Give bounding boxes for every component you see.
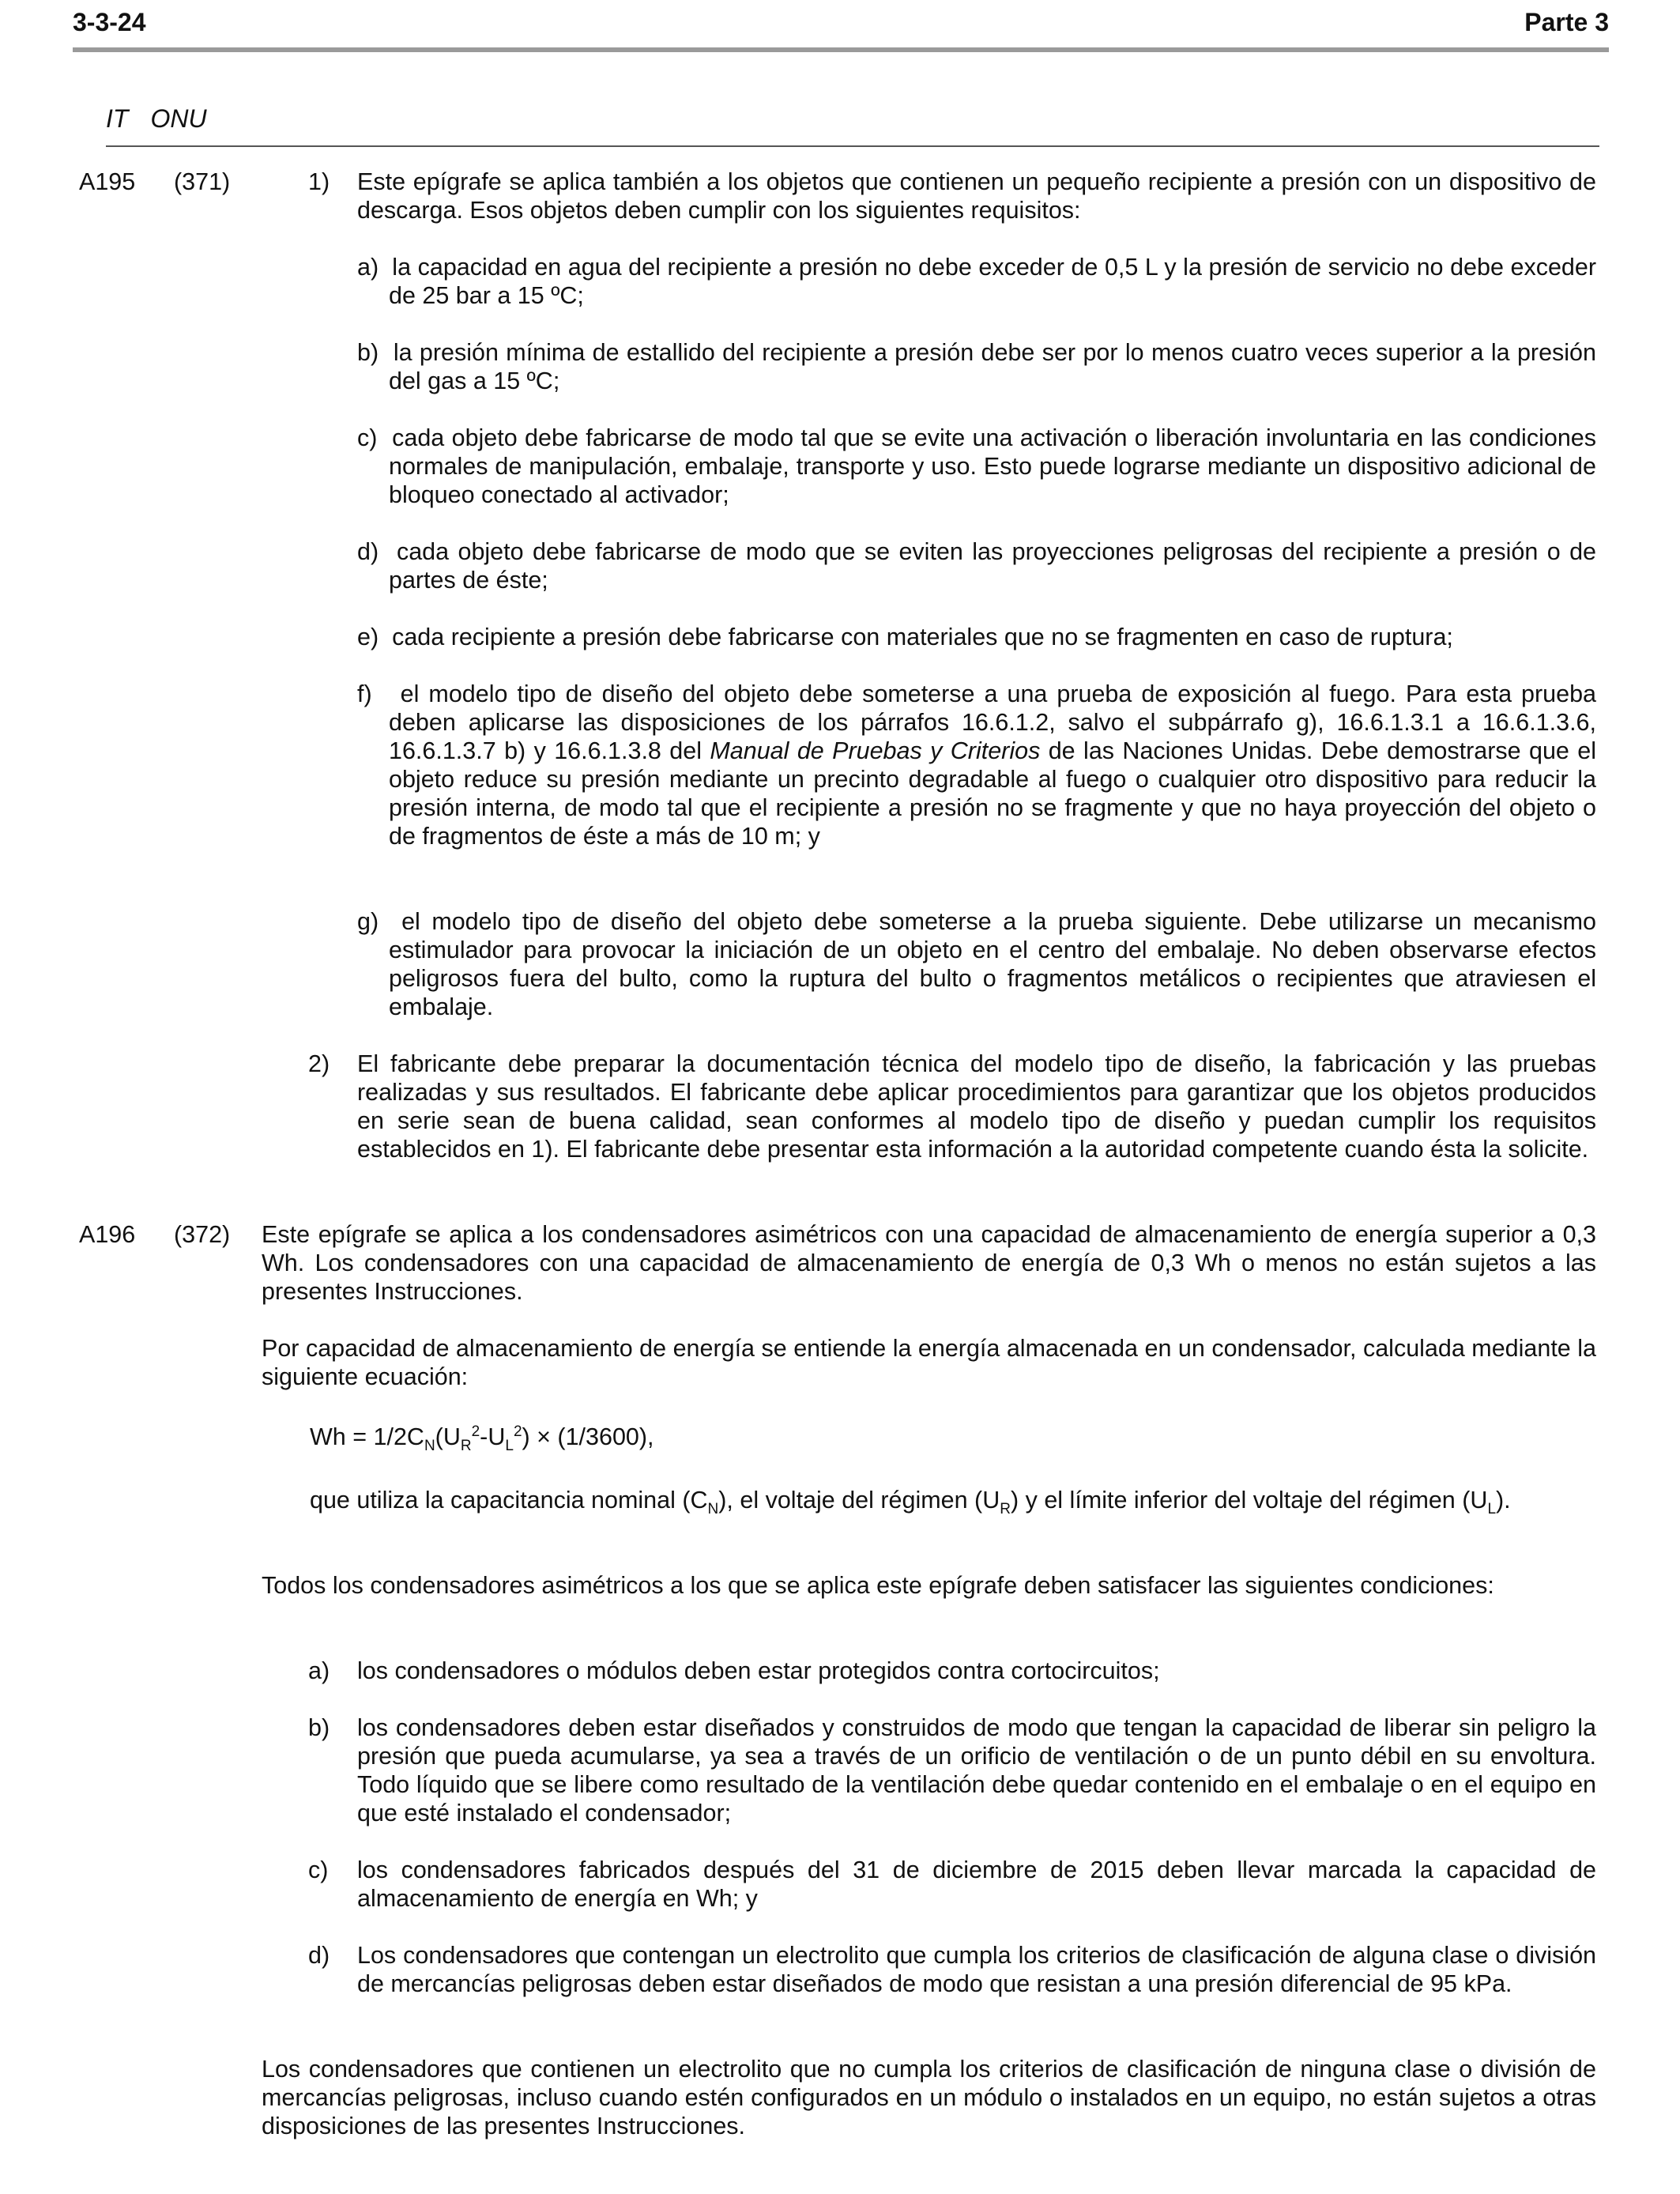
item-text: cada recipiente a presión debe fabricarse con materiales que no se fragmenten en caso de ruptura;: [392, 624, 1453, 650]
condition-d: [357, 1941, 1596, 1998]
eqdesc-part: ) y el límite inferior del voltaje del régimen (U: [1010, 1487, 1488, 1514]
item-a: [357, 253, 1596, 310]
provision-number-371: (371): [174, 168, 231, 195]
eqdesc-part: ), el voltaje del régimen (U: [718, 1487, 1000, 1514]
eq-sub: L: [505, 1438, 514, 1455]
eqdesc-sub: R: [1000, 1501, 1011, 1518]
item-text: cada objeto debe fabricarse de modo que se eviten las proyecciones peligrosas del recipiente a presión o de partes de éste;: [389, 538, 1596, 594]
item-e: [357, 623, 1596, 651]
paragraph-2-text: El fabricante debe preparar la documentación técnica del modelo tipo de diseño, la fabricación y las pruebas realizadas y sus resultados. El fabricante debe aplicar procedimientos para garantizar que los objetos producidos en serie sean de buena calidad, sean conformes al modelo tipo de diseño y puedan cumplir los requisitos establecidos en 1). El fabricante debe presentar esta información a la autoridad competente cuando ésta la solicite.: [357, 1050, 1596, 1163]
item-label: d): [357, 538, 379, 565]
eq-sub: R: [460, 1438, 472, 1455]
item-label: a): [357, 254, 379, 281]
paragraph-label-1: 1): [308, 168, 330, 195]
provision-code-a195: A195: [79, 168, 136, 195]
onu-heading: ONU: [150, 104, 207, 133]
manual-title: Manual de Pruebas y Criterios: [710, 737, 1041, 764]
provision-code-a196: A196: [79, 1221, 136, 1248]
item-text: el modelo tipo de diseño del objeto debe someterse a la prueba siguiente. Debe utilizarse un mecanismo estimulador para provocar la iniciación de un objeto en el centro del embalaje. No deben observarse efectos peligrosos fuera del bulto, como la ruptura del bulto o fragmentos metálicos o recipientes que atraviesen el embalaje.: [389, 908, 1596, 1020]
eq-sub: N: [424, 1438, 435, 1455]
paragraph-2: [357, 1050, 1596, 1163]
closing-text: Los condensadores que contienen un electrolito que no cumpla los criterios de clasificación de ninguna clase o división de mercancías peligrosas, incluso cuando estén configurados en un módulo o instalados en un equipo, no están sujetos a otras disposiciones de las presentes Instrucciones.: [262, 2056, 1596, 2139]
condition-text: los condensadores deben estar diseñados y construidos de modo que tengan la capacidad de liberar sin peligro la presión que pueda acumularse, ya sea a través de un orificio de ventilación o de un punto débil en su envoltura. Todo líquido que se libere como resultado de la ventilación debe quedar contenido en el embalaje o en el equipo en que esté instalado el condensador;: [357, 1714, 1596, 1826]
part-label: Parte 3: [1524, 8, 1609, 36]
closing-paragraph: [262, 2055, 1596, 2140]
page-header: [73, 3, 1609, 47]
column-headings: [106, 104, 229, 134]
provision-number-372: (372): [174, 1221, 231, 1248]
condition-label-b: b): [308, 1714, 330, 1741]
page-number: 3-3-24: [73, 8, 146, 36]
paragraph-1-text: Este epígrafe se aplica también a los objetos que contienen un pequeño recipiente a presión con un dispositivo de descarga. Esos objetos deben cumplir con los siguientes requisitos:: [357, 168, 1596, 224]
eqdesc-part: ).: [1496, 1487, 1511, 1514]
condition-label-d: d): [308, 1942, 330, 1969]
energy-definition-text: Por capacidad de almacenamiento de energía se entiende la energía almacenada en un condensador, calculada mediante la siguiente ecuación:: [262, 1335, 1596, 1390]
condition-a: [357, 1657, 1596, 1685]
condition-label-a: a): [308, 1657, 330, 1684]
item-text-continued: de las Naciones Unidas. Debe demostrarse que el objeto reduce su presión mediante un precinto degradable al fuego o cualquier otro dispositivo para reducir la presión interna, de modo tal que el recipiente a presión no se fragmente y que no haya proyección del objeto o de fragmentos de éste a más de 10 m; y: [389, 737, 1597, 850]
eqdesc-sub: L: [1487, 1501, 1497, 1518]
eqdesc-part: que utiliza la capacitancia nominal (C: [310, 1487, 708, 1514]
condition-b: [357, 1713, 1596, 1827]
condition-text: los condensadores o módulos deben estar protegidos contra cortocircuitos;: [357, 1657, 1160, 1684]
energy-equation: [310, 1423, 654, 1455]
a196-intro: [262, 1220, 1596, 1306]
equation-description: [310, 1486, 1596, 1518]
eq-part: (U: [435, 1423, 461, 1450]
header-rule: [73, 47, 1609, 52]
item-d: [357, 537, 1596, 594]
item-text: cada objeto debe fabricarse de modo tal que se evite una activación o liberación involuntaria en las condiciones normales de manipulación, embalaje, transporte y uso. Esto puede lograrse mediante un dispositivo adicional de bloqueo conectado al activador;: [389, 424, 1596, 508]
item-c: [357, 424, 1596, 509]
item-text: la capacidad en agua del recipiente a presión no debe exceder de 0,5 L y la presión de servicio no debe exceder de 25 bar a 15 ºC;: [389, 254, 1597, 309]
item-label: f): [357, 680, 372, 707]
condition-label-c: c): [308, 1857, 329, 1883]
item-g: [357, 907, 1596, 1021]
item-label: c): [357, 424, 378, 451]
eq-part: Wh = 1/2C: [310, 1423, 424, 1450]
eq-sup: 2: [513, 1423, 522, 1440]
condition-text: los condensadores fabricados después del 31 de diciembre de 2015 deben llevar marcada la capacidad de almacenamiento de energía en Wh; y: [357, 1857, 1596, 1912]
conditions-intro: [262, 1571, 1596, 1600]
item-f: [357, 680, 1596, 850]
condition-c: [357, 1856, 1596, 1913]
paragraph-1: [357, 168, 1596, 224]
item-text: la presión mínima de estallido del recipiente a presión debe ser por lo menos cuatro veces superior a la presión del gas a 15 ºC;: [389, 339, 1596, 394]
item-text: el modelo tipo de diseño del objeto debe someterse a una prueba de exposición al fuego. Para esta prueba deben aplicarse las disposiciones de los párrafos 16.6.1.2, salvo el subpárrafo g), 16.6.1.3.1 a 16.6.1.3.6, 16.6.1.3.7 b) y 16.6.1.3.8 del: [389, 680, 1597, 764]
conditions-intro-text: Todos los condensadores asimétricos a los que se aplica este epígrafe deben satisfacer las siguientes condiciones:: [262, 1572, 1494, 1599]
column-rule: [106, 145, 1599, 147]
item-b: [357, 338, 1596, 395]
item-label: g): [357, 908, 379, 935]
eq-part: ) × (1/3600),: [522, 1423, 654, 1450]
item-label: e): [357, 624, 379, 650]
eq-sup: 2: [471, 1423, 480, 1440]
paragraph-label-2: 2): [308, 1050, 330, 1077]
condition-text: Los condensadores que contengan un electrolito que cumpla los criterios de clasificación de alguna clase o división de mercancías peligrosas deben estar diseñados de modo que resistan a una presión diferencial de 95 kPa.: [357, 1942, 1596, 1997]
it-heading: IT: [106, 104, 129, 133]
a196-intro-text: Este epígrafe se aplica a los condensadores asimétricos con una capacidad de almacenamiento de energía superior a 0,3 Wh. Los condensadores con una capacidad de almacenamiento de energía de 0,3 Wh o menos no están sujetos a las presentes Instrucciones.: [262, 1221, 1596, 1305]
eq-part: -U: [480, 1423, 506, 1450]
eqdesc-sub: N: [707, 1501, 719, 1518]
energy-definition: [262, 1334, 1596, 1391]
item-label: b): [357, 339, 379, 366]
